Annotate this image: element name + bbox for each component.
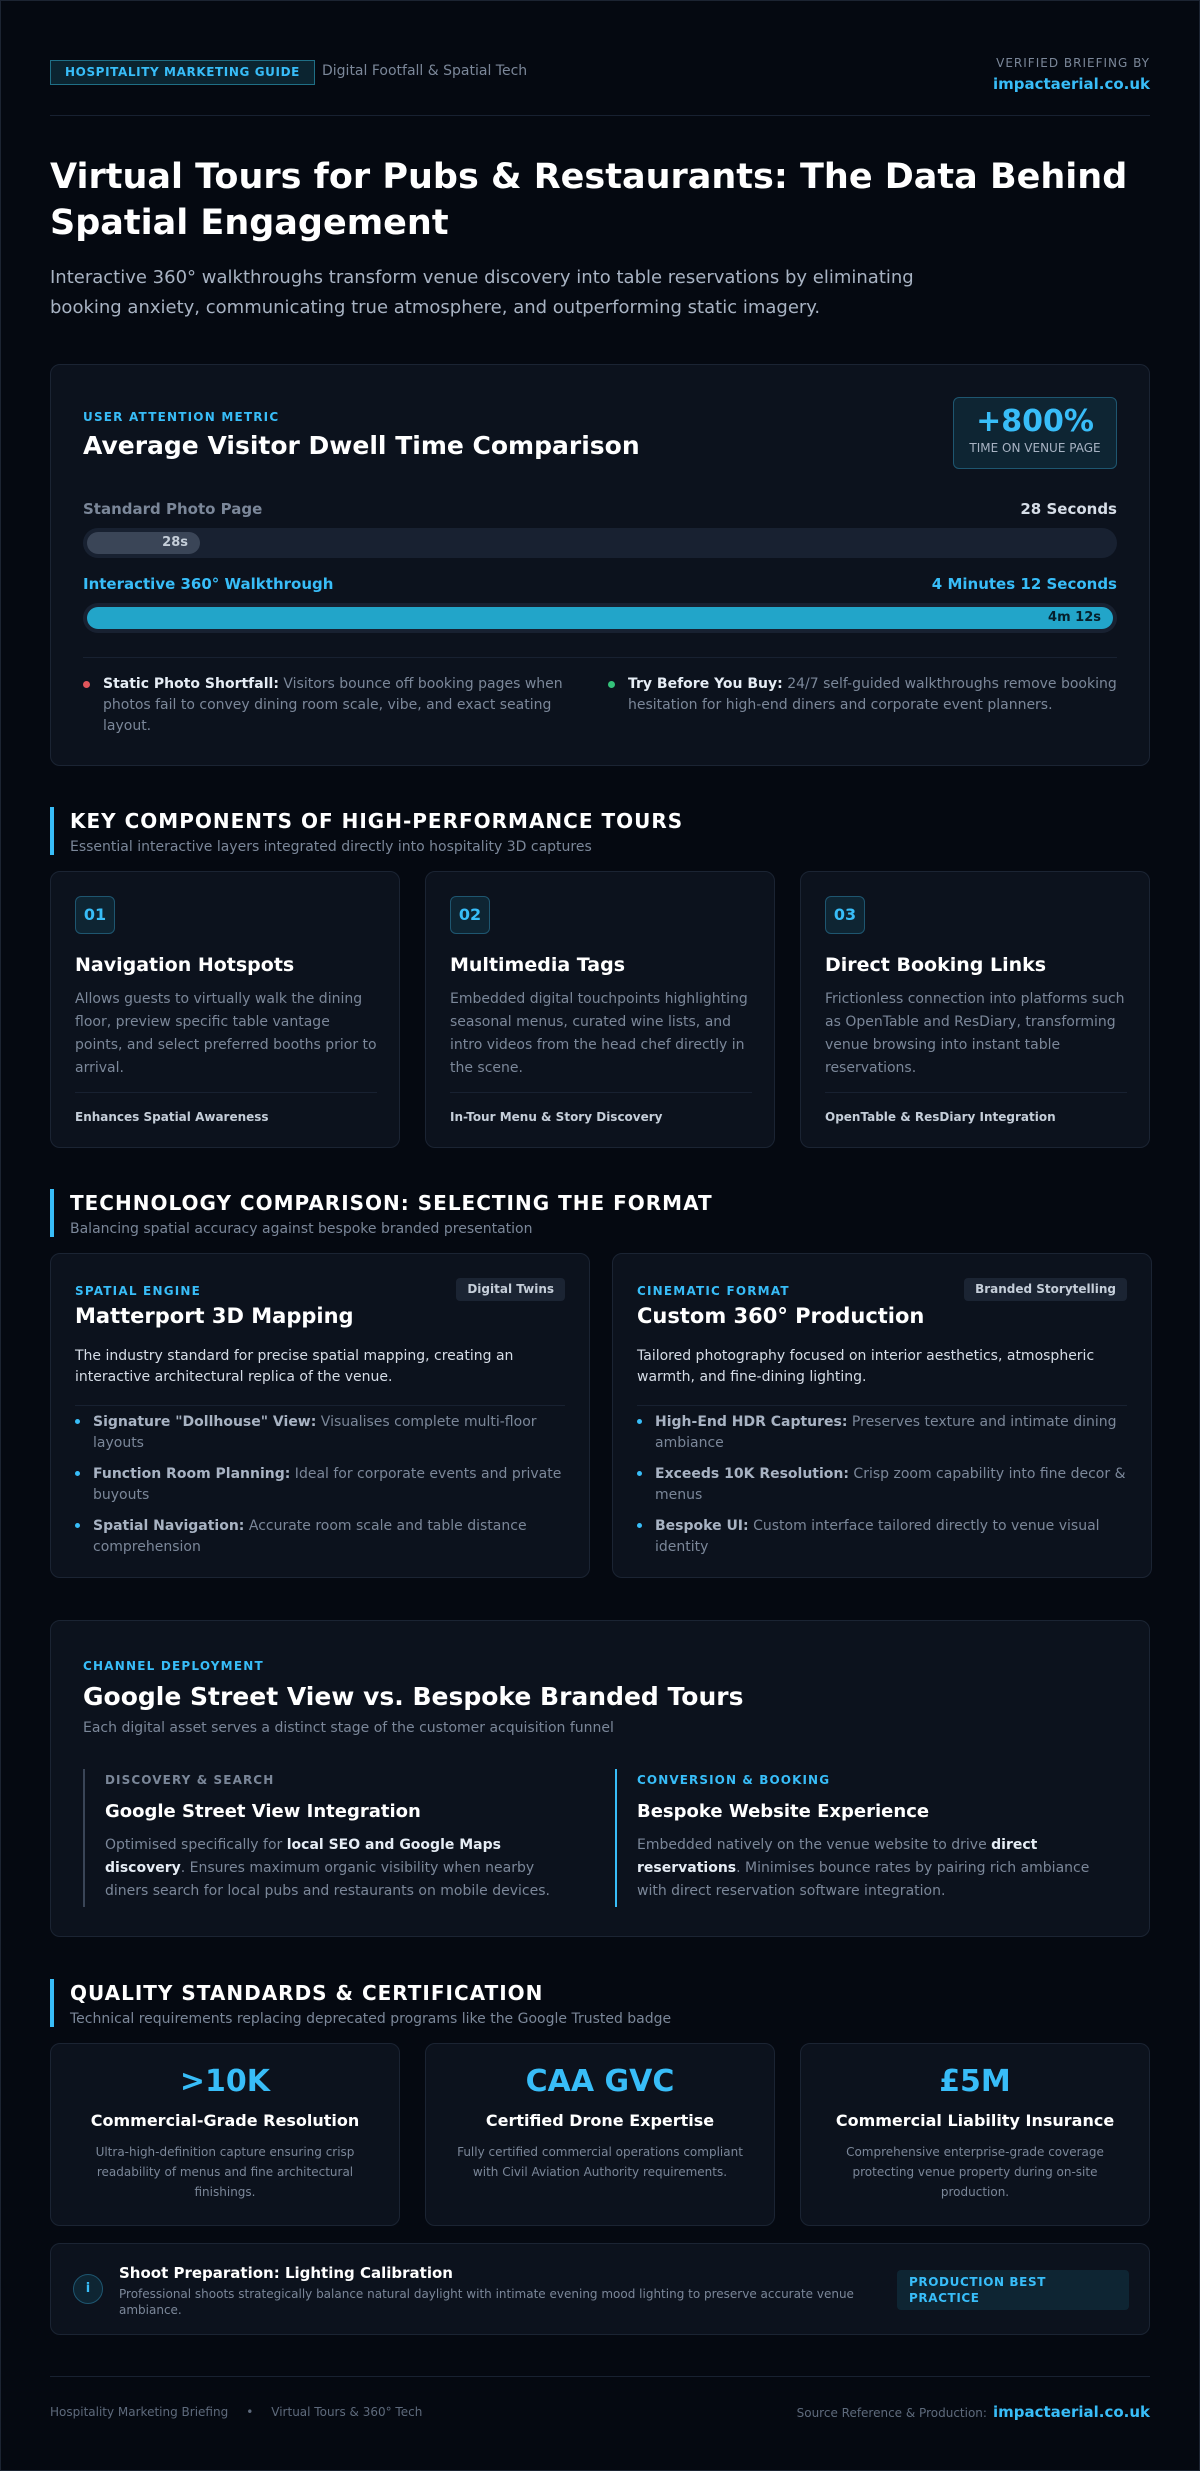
bullet-text: Preserves texture and intimate dining ambiance	[655, 1414, 1117, 1451]
kpi-badge	[953, 397, 1117, 469]
channel-col-desc	[637, 1834, 1107, 1903]
verified-label: VERIFIED BRIEFING BY	[996, 56, 1150, 70]
bullet-text: Ideal for corporate events and private buyouts	[93, 1466, 562, 1503]
shoot-prep-callout	[50, 2243, 1150, 2335]
tech-title: TECHNOLOGY COMPARISON: SELECTING THE FORMAT	[70, 1191, 713, 1215]
channel-col-desc	[105, 1834, 575, 1903]
bullet-strong: Exceeds 10K Resolution:	[655, 1466, 849, 1482]
footer-topic: Virtual Tours & 360° Tech	[271, 2405, 423, 2419]
kpi-label: TIME ON VENUE PAGE	[969, 441, 1101, 455]
channel-col-conversion	[615, 1769, 1105, 1907]
tech-card-title: Matterport 3D Mapping	[75, 1304, 354, 1328]
tech-section-header	[50, 1189, 1150, 1237]
tech-tag: Digital Twins	[456, 1278, 565, 1301]
channel-title: Google Street View vs. Bespoke Branded Tours	[83, 1682, 744, 1711]
photo-row-label: Standard Photo Page	[83, 500, 263, 518]
photo-row-value: 28 Seconds	[1020, 500, 1117, 518]
tour-bar-label: 4m 12s	[1048, 610, 1101, 625]
feature-number: 03	[825, 896, 865, 934]
bullet-dot-icon	[75, 1419, 80, 1424]
quality-card-insurance	[800, 2043, 1150, 2226]
tech-bullet	[637, 1464, 1127, 1506]
channel-col-discovery	[83, 1769, 573, 1907]
bullet-text: Accurate room scale and table distance comprehension	[93, 1518, 527, 1555]
bullet-dot-icon	[75, 1471, 80, 1476]
quality-figure: £5M	[939, 2064, 1011, 2099]
bullet-strong: Spatial Navigation:	[93, 1518, 245, 1534]
channel-kicker: DISCOVERY & SEARCH	[105, 1773, 275, 1787]
channel-kicker: CONVERSION & BOOKING	[637, 1773, 831, 1787]
tech-bullet	[637, 1516, 1127, 1558]
footer-source-label: Source Reference & Production:	[796, 2406, 987, 2420]
feature-divider	[825, 1092, 1127, 1093]
desc-post: . Minimises bounce rates by pairing rich ambiance with direct reservation software integration.	[637, 1860, 1090, 1899]
note-static-text: Visitors bounce off booking pages when photos fail to convey dining room scale, vibe, and exact seating layout.	[103, 676, 563, 734]
photo-bar-label: 28s	[162, 535, 188, 550]
quality-card-title: Commercial-Grade Resolution	[90, 2111, 360, 2130]
bullet-dot-icon	[637, 1419, 642, 1424]
verified-block	[993, 56, 1150, 93]
feature-number: 01	[75, 896, 115, 934]
note-static-strong: Static Photo Shortfall:	[103, 676, 279, 692]
quality-card-desc: Ultra-high-definition capture ensuring crisp readability of menus and fine architectural finishings.	[95, 2145, 355, 2199]
tech-card-matterport	[50, 1253, 590, 1578]
quality-card-drone	[425, 2043, 775, 2226]
quality-subtitle: Technical requirements replacing deprecated programs like the Google Trusted badge	[70, 2011, 672, 2027]
components-section-header	[50, 807, 1150, 855]
dwell-divider	[83, 657, 1117, 658]
green-dot-icon	[608, 681, 615, 688]
footer-domain-link[interactable]: impactaerial.co.uk	[992, 2403, 1150, 2421]
feature-foot: Enhances Spatial Awareness	[75, 1110, 269, 1124]
bullet-strong: Function Room Planning:	[93, 1466, 291, 1482]
bullet-dot-icon	[637, 1523, 642, 1528]
footer-left	[50, 2405, 422, 2419]
channel-subtitle: Each digital asset serves a distinct stage of the customer acquisition funnel	[83, 1720, 614, 1736]
guide-badge: HOSPITALITY MARKETING GUIDE	[50, 60, 315, 85]
info-icon: i	[73, 2274, 103, 2304]
kpi-value: +800%	[976, 404, 1094, 439]
quality-title: QUALITY STANDARDS & CERTIFICATION	[70, 1981, 544, 2005]
feature-desc: Embedded digital touchpoints highlighting seasonal menus, curated wine lists, and intro videos from the head chef directly in the scene.	[450, 991, 748, 1076]
tech-divider	[75, 1405, 565, 1406]
bullet-dot-icon	[637, 1471, 642, 1476]
red-dot-icon	[83, 681, 90, 688]
footer-briefing: Hospitality Marketing Briefing	[50, 2405, 229, 2419]
footer-right	[797, 2403, 1150, 2421]
top-bar	[50, 56, 1150, 116]
bullet-strong: Bespoke UI:	[655, 1518, 749, 1534]
footer-separator: •	[246, 2405, 254, 2419]
bullet-strong: Signature "Dollhouse" View:	[93, 1414, 317, 1430]
channel-card	[50, 1620, 1150, 1937]
note-try-before	[608, 674, 1118, 716]
bullet-strong: High-End HDR Captures:	[655, 1414, 848, 1430]
feature-foot: In-Tour Menu & Story Discovery	[450, 1110, 663, 1124]
quality-card-title: Certified Drone Expertise	[485, 2111, 715, 2130]
components-subtitle: Essential interactive layers integrated directly into hospitality 3D captures	[70, 839, 592, 855]
feature-desc: Frictionless connection into platforms such as OpenTable and ResDiary, transforming venue browsing into instant table reservations.	[825, 991, 1125, 1076]
dwell-title: Average Visitor Dwell Time Comparison	[83, 431, 640, 460]
tech-card-custom360	[612, 1253, 1152, 1578]
page-title: Virtual Tours for Pubs & Restaurants: The Data Behind Spatial Engagement	[50, 157, 1128, 243]
tech-bullet	[75, 1412, 565, 1454]
tech-tag: Branded Storytelling	[964, 1278, 1127, 1301]
tech-bullet	[75, 1516, 565, 1558]
quality-section-header	[50, 1979, 1150, 2027]
dwell-eyebrow: USER ATTENTION METRIC	[83, 410, 280, 424]
desc-pre: Embedded natively on the venue website to drive	[637, 1837, 992, 1853]
tech-eyebrow: CINEMATIC FORMAT	[637, 1284, 790, 1298]
tech-summary: Tailored photography focused on interior aesthetics, atmospheric warmth, and fine-dining lighting.	[637, 1348, 1095, 1385]
tour-row-value: 4 Minutes 12 Seconds	[931, 575, 1117, 593]
bullet-text: Visualises complete multi-floor layouts	[93, 1414, 537, 1451]
guide-subtitle: Digital Footfall & Spatial Tech	[322, 63, 528, 79]
feature-card-booking	[800, 871, 1150, 1148]
note-try-text: 24/7 self-guided walkthroughs remove booking hesitation for high-end diners and corporate event planners.	[628, 676, 1117, 713]
feature-foot: OpenTable & ResDiary Integration	[825, 1110, 1056, 1124]
feature-desc: Allows guests to virtually walk the dining floor, preview specific table vantage points, and select preferred booths prior to arrival.	[75, 991, 377, 1076]
note-static-shortfall	[83, 674, 583, 737]
best-practice-badge: PRODUCTION BEST PRACTICE	[897, 2270, 1129, 2310]
desc-strong: direct reservations	[637, 1837, 1038, 1876]
tech-card-title: Custom 360° Production	[637, 1304, 925, 1328]
channel-eyebrow: CHANNEL DEPLOYMENT	[83, 1659, 264, 1673]
components-title: KEY COMPONENTS OF HIGH-PERFORMANCE TOURS	[70, 809, 684, 833]
quality-figure: CAA GVC	[525, 2064, 675, 2099]
bullet-text: Crisp zoom capability into fine decor & menus	[655, 1466, 1126, 1503]
feature-card-hotspots	[50, 871, 400, 1148]
quality-card-title: Commercial Liability Insurance	[835, 2111, 1115, 2130]
feature-divider	[450, 1092, 752, 1093]
verified-domain-link[interactable]: impactaerial.co.uk	[992, 75, 1150, 93]
tech-bullet	[637, 1412, 1127, 1454]
desc-post: . Ensures maximum organic visibility when nearby diners search for local pubs and restaurants on mobile devices.	[105, 1860, 550, 1899]
tech-divider	[637, 1405, 1127, 1406]
note-try-strong: Try Before You Buy:	[628, 676, 783, 692]
tech-bullet	[75, 1464, 565, 1506]
channel-col-title: Google Street View Integration	[105, 1801, 421, 1822]
quality-figure: >10K	[179, 2064, 271, 2099]
tour-row-label: Interactive 360° Walkthrough	[83, 575, 334, 593]
tech-summary: The industry standard for precise spatial mapping, creating an interactive architectural replica of the venue.	[75, 1348, 514, 1385]
feature-card-multimedia	[425, 871, 775, 1148]
footer	[50, 2376, 1150, 2436]
feature-title: Multimedia Tags	[450, 954, 626, 976]
feature-number: 02	[450, 896, 490, 934]
tech-eyebrow: SPATIAL ENGINE	[75, 1284, 202, 1298]
tour-bar-fill	[87, 607, 1113, 629]
bullet-dot-icon	[75, 1523, 80, 1528]
feature-title: Navigation Hotspots	[75, 954, 295, 976]
prep-desc: Professional shoots strategically balance natural daylight with intimate evening mood lighting to preserve accurate venue ambiance.	[119, 2287, 854, 2317]
quality-card-desc: Fully certified commercial operations compliant with Civil Aviation Authority requirements.	[457, 2145, 743, 2179]
channel-col-title: Bespoke Website Experience	[637, 1801, 930, 1822]
desc-strong: local SEO and Google Maps discovery	[105, 1837, 501, 1876]
tech-subtitle: Balancing spatial accuracy against bespoke branded presentation	[70, 1221, 533, 1237]
photo-bar-fill	[87, 532, 200, 554]
photo-bar-track	[83, 528, 1117, 558]
page-lede: Interactive 360° walkthroughs transform venue discovery into table reservations by eliminating booking anxiety, communicating true atmosphere, and outperforming static imagery.	[50, 267, 914, 318]
desc-pre: Optimised specifically for	[105, 1837, 287, 1853]
bullet-text: Custom interface tailored directly to venue visual identity	[655, 1518, 1100, 1555]
dwell-time-card	[50, 364, 1150, 766]
tour-bar-track	[83, 603, 1117, 633]
quality-card-desc: Comprehensive enterprise-grade coverage protecting venue property during on-site production.	[846, 2145, 1104, 2199]
feature-title: Direct Booking Links	[825, 954, 1047, 976]
feature-divider	[75, 1092, 377, 1093]
quality-card-resolution	[50, 2043, 400, 2226]
prep-title: Shoot Preparation: Lighting Calibration	[119, 2264, 453, 2282]
